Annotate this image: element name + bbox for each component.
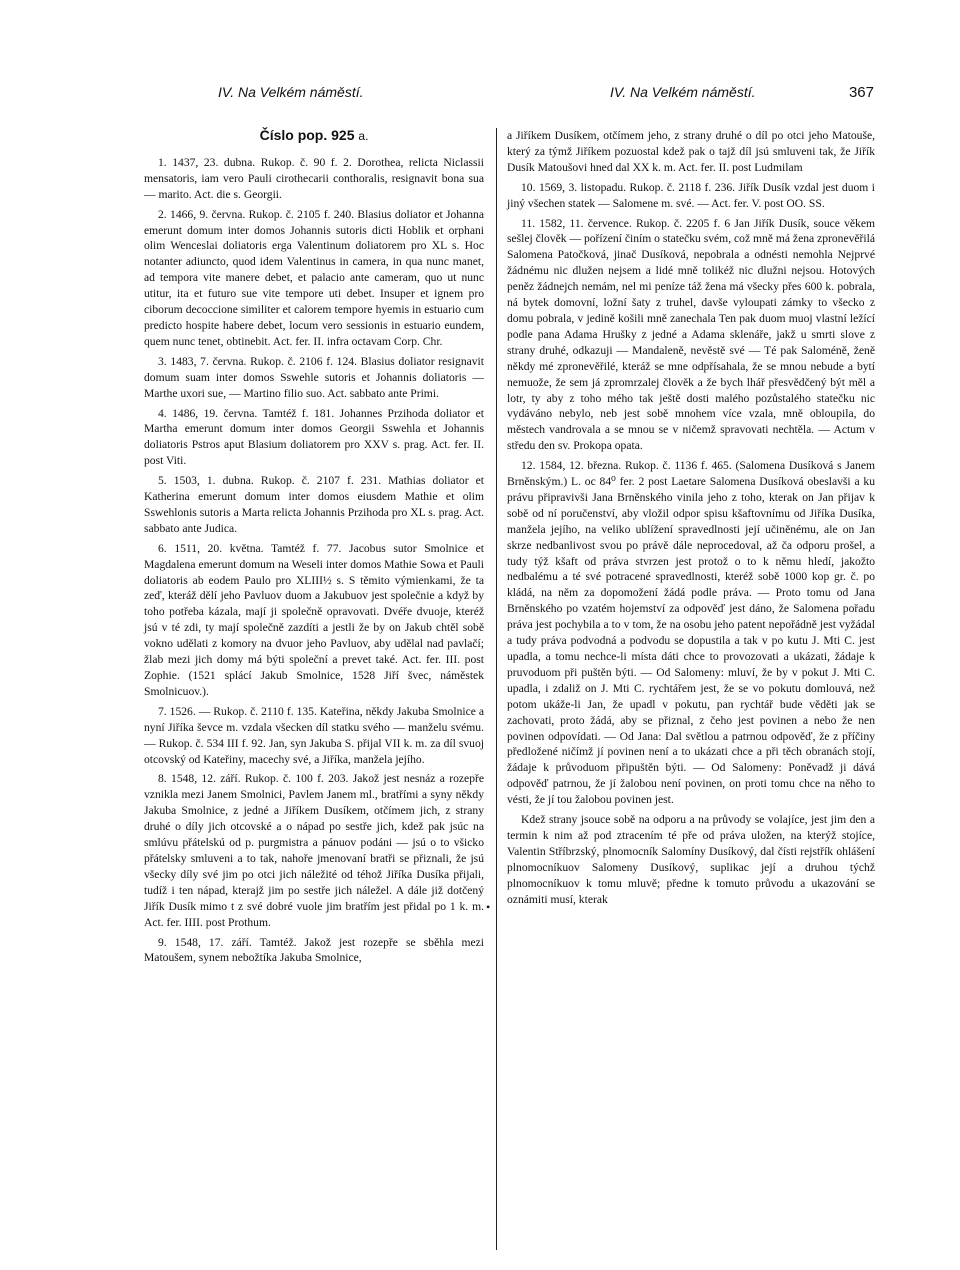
left-column	[144, 128, 484, 970]
entry-paragraph: 7. 1526. — Rukop. č. 2110 f. 135. Kateřina, někdy Jakuba Smolnice a nyní Jiříka ševce m. vzdala všecken díl statku svého — manželu svému. — Rukop. č. 534 III f. 92. Jan, syn Jakuba S. přijal VII k. m. za díl svuoj otcovský od Kateřiny, macechy své, a Jiříka, manžela jejího.	[144, 704, 484, 766]
margin-mark: •	[486, 900, 491, 914]
entry-paragraph: 1. 1437, 23. dubna. Rukop. č. 90 f. 2. Dorothea, relicta Niclassii mensatoris, iam vero Pauli cirothecarii conthoralis, resignavit bona sua — marito. Act. die s. Georgii.	[144, 155, 484, 201]
entry-paragraph: 4. 1486, 19. června. Tamtéž f. 181. Johannes Przihoda doliator et Martha emerunt domum inter domos Georgii Sswehla et Johannis doliatoris Pstros aput Blasium doliatorem pro XXV s. prag. Act. fer. II. post Viti.	[144, 406, 484, 468]
entry-paragraph: 12. 1584, 12. března. Rukop. č. 1136 f. 465. (Salomena Dusíková s Janem Brněnským.) L. oc 84⁰ fer. 2 post Laetare Salomena Dusíková obeslavši a ku právu připravivši Jana Brněnského vinila jeho z toho, kterak on Jan přijav k sobě od ní poručenství, aby vložil odpor spisu kšaftovnímu od Jiříka Dusíka, manžela jejího, na veliko ublížení spravedlnosti její učiněnému, ale on Jan skrze nedbanlivost svou po právě dále neprocedoval, až ča odporu prošel, a tudy týž kšaft od práva stvrzen jest protož o to k němu hledí, jakožto nedbalému a té své potracené spravedlnosti, kteréž sobě 1000 kop gr. č. po kládá, na něm za dopomožení žádá podle práva. — Proto tomu od Jana Brněnského po vzatém hojemství za odpověď jest dáno, že Salomena pořadu práva jest pochybila a to v tom, že na osobu jeho patent nepořádně jest vyžádal a tudy práva podvodná a podvodu se dopustila a tak v po kutu J. Mti C. jest upadla, a tomu nechce-li místa dáti chce to provozovati a ukázati, žádaje k pruvoduom při puštěn býti. — Od Salomeny: mluví, že by v pokut J. Mti C. upadla, i zdaliž on J. Mti C. rychtářem jest, že se vo pokutu domlouvá, než potom ukáže-li Jan, že upadl v pokutu, pan rychtář bude věděti jak se zachovati, proto žádá, aby se přiznal, z čeho jest povinen a nebo že nen povinen odpovídati. — Od Jana: Dal světlou a patrnou odpověď, že z příčiny předložené ničímž jí povinen není a to ukázati chce a při těch obranách stojí, žádaje k průvoduom připuštěn býti. — Od Salomeny: Poněvadž ji dává odpověď patrnou, že jí žalobou není povinen, on proti tomu chce na něho to vésti, že jí tou žalobou povinen jest.	[507, 459, 875, 807]
section-title-text: Číslo pop. 925	[259, 127, 355, 143]
page-number: 367	[848, 84, 874, 101]
continued-paragraph: a Jiříkem Dusíkem, otčímem jeho, z strany druhé o díl po otci jeho Matouše, který za týmž Jiříkem pozuostal kdež pak o tajž díl jsú smluveni tak, že Jiřík Dusík Matoušovi hned dal XX k. m. Act. fer. II. post Ludmilam	[507, 129, 875, 174]
section-title-suffix: a.	[358, 129, 369, 143]
right-column	[507, 128, 875, 912]
entry-paragraph: 9. 1548, 17. září. Tamtéž. Jakož jest rozepře se sběhla mezi Matoušem, synem nebožtíka Jakuba Smolnice,	[144, 935, 484, 965]
entry-paragraph: 11. 1582, 11. července. Rukop. č. 2205 f. 6 Jan Jiřík Dusík, souce věkem sešlej člověk — pořízení činím o statečku svém, což mně má žena zpronevěřilá Salomena Patočková, jinač Dusíková, nepobrala a odnésti nemohla Nejprvé žádnému nic dlužen nejsem a lidé mně tolikéž nic dlužni nejsou. Hotových peněz žádnejch nemám, nel mi peníze táž žena má všecky přes 600 k. pobrala, ná bytek domovní, ložní šaty z truhel, davše vyloupati zámky to všecko z domu pobrala, v jedině košili mně zanechala Ten pak duom muoj vlastní ležící podle pana Adama Hrušky z jedné a Adama sklenáře, jakž u smrti slove z strany druhé, odkazuji — Mandaleně, nevěstě své — Té pak Saloméně, ženě někdy mé zpronevěřilé, kteráž se mne odpřísahala, že se mnou nebude a bytí nemuože, že sem já zpromrzalej člověk a že bych lhář přesvědčený být měl a lotr, ty aby z toho mého tak ještě dosti malého pozůstalého statečku nic vydáváno nebylo, neb jest sobě mnohem více vzala, mně obloupila, do městech vandrovala a se mnou se v ničemž spravovati nechtěla. — Actum v středu den sv. Prokopa opata.	[507, 216, 875, 453]
running-head-left: IV. Na Velkém náměstí.	[218, 84, 364, 100]
running-head-right: IV. Na Velkém náměstí.	[610, 84, 756, 100]
entry-paragraph: Kdež strany jsouce sobě na odporu a na průvody se volajíce, jest jim den a termin k nim až pod ztracením té pře od práva uložen, na kterýž stojíce, Valentin Stříbrzský, plnomocník Salomíny Dusíkový, dal čísti rejstřík ohlášení plnomocníkuov Salomeny Dusíkový, suplikac její a druhou týchž plnomocníkuov k tomu mluvě; předne k tomuto průvodu a ukazování se oznámiti musí, kterak	[507, 813, 875, 906]
entry-paragraph: 2. 1466, 9. června. Rukop. č. 2105 f. 240. Blasius doliator et Johanna emerunt domum inter domos Johannis sutoris dicti Hoblik et orphani olim Wenceslai doliatoris erga Valentinum doliatorem pro XL s. Hoc notanter adiuncto, quod idem Valentinus in camera, in qua nunc manet, ad tempora vite manere debet, et palacio ante cameram, quo ut nunc utitur, ita et futuro sue vite tempore uti debet. Insuper et ignem pro ciborum decoccione similiter et calorem tempore hyemis in estuario cum predicto hospite habere debet, locum vero sessionis in estuario eundem, quem nunc tenet, obtinebit. Act. fer. II. infra octavam Corp. Chr.	[144, 207, 484, 348]
entry-paragraph: 3. 1483, 7. června. Rukop. č. 2106 f. 124. Blasius doliator resignavit domum suam inter domos Sswehle sutoris et Johannis doliatoris — Marthe uxori sue, — Martino filio suo. Act. sabbato ante Primi.	[144, 354, 484, 400]
entry-paragraph: 6. 1511, 20. května. Tamtéž f. 77. Jacobus sutor Smolnice et Magdalena emerunt domum na Weseli inter domos Mathie Sowa et Pauli doliatoris ab eodem Paulo pro XLIII½ s. S těmito výmienkami, že ta zeď, kteráž dělí jeho Pavluov duom a Jakubuov jest společnie a když by toho potřeba kázala, mají ji společně opravovati. Dvéře dvuoje, kteréž jsú v té zdi, ty mají společně zazdíti a jestli že by on Jakub chtěl sobě vokno udělati z komory na dvuor jeho Pavluov, aby udělal nad pavlačí; žlab mezi jich domy má býti společní a prevet také. Act. fer. III. post Zophie. (1521 splácí Jakub Smolnice, 1528 Jiří švec, náměstek Smolnicuov.).	[144, 541, 484, 698]
column-divider	[496, 128, 497, 1250]
entry-paragraph: 8. 1548, 12. září. Rukop. č. 100 f. 203. Jakož jest nesnáz a rozepře vznikla mezi Janem Smolnici, Pavlem Janem ml., bratřími a syny někdy Jakuba Smolnice, z jedné a Jiříkem Dusíkem, otčímem jich, z strany druhé o díly jich otcovské a o nápad po sestře jich, kdež pak jsúc na smlúvu přátelskú od p. purgmistra a pánuov podáni — jsú o to všicko přátelsky smluveni a to tak, nahoře jmenovaní bratři se přiznali, že jsú všecky díly své jim po otci jich náležité od téhož Jiříka Dusíka přijali, tudíž i ten nápad, kterajž jim po sestře jich náležel. A dále již dotčený Jiřík Dusík mimo t z své dobré vuole jim bratřím jest přidal po 1 k. m. Act. fer. IIII. post Prothum.	[144, 772, 484, 929]
section-title	[144, 128, 484, 145]
entry-paragraph: 5. 1503, 1. dubna. Rukop. č. 2107 f. 231. Mathias doliator et Katherina emerunt domum inter domos eiusdem Mathie et olim Sswehlonis sutoris a Marta relicta Johannis Przihoda pro XL s. prag. Act. sabbato ante Judica.	[144, 474, 484, 535]
entry-paragraph: 10. 1569, 3. listopadu. Rukop. č. 2118 f. 236. Jiřík Dusík vzdal jest duom i jiný všechen statek — Salomene m. své. — Act. fer. V. post OO. SS.	[507, 180, 875, 210]
